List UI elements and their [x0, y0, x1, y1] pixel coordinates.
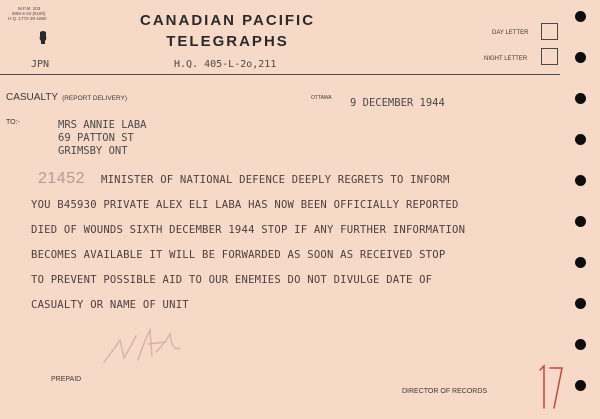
file-reference: H.Q. 405-L-2o,211 [174, 59, 277, 70]
night-letter-checkbox[interactable] [541, 48, 558, 65]
perforation-hole [575, 11, 586, 22]
perforation-hole [575, 380, 586, 391]
to-label: TO:- [6, 119, 20, 126]
day-letter-label: DAY LETTER [492, 30, 529, 36]
message-type [6, 92, 127, 103]
red-pencil-mark [534, 360, 566, 412]
crest-icon [38, 30, 48, 44]
tractor-feed-holes [573, 0, 593, 419]
perforation-hole [575, 134, 586, 145]
perforation-hole [575, 257, 586, 268]
signatory-label: DIRECTOR OF RECORDS [402, 388, 488, 395]
message-type-label: CASUALTY [6, 92, 59, 103]
body-line: CASUALTY OR NAME OF UNIT [31, 299, 189, 311]
body-line: TO PREVENT POSSIBLE AID TO OUR ENEMIES DO NOT DIVULGE DATE OF [31, 274, 433, 286]
company-subtitle: TELEGRAPHS [166, 33, 289, 50]
message-type-note: (REPORT DELIVERY) [62, 95, 128, 102]
form-code-line: M.F.M. 203 [18, 6, 41, 11]
message-number: 21452 [38, 170, 85, 187]
recipient-street: 69 PATTON ST [58, 132, 134, 144]
perforation-hole [575, 175, 586, 186]
perforation-hole [575, 52, 586, 63]
recipient-name: MRS ANNIE LABA [58, 119, 147, 131]
form-code-line: 50M-4-44 (6180) [12, 11, 46, 16]
perforation-hole [575, 339, 586, 350]
place-label: OTTAWA [311, 95, 332, 101]
form-codes [8, 6, 47, 21]
body-line: YOU B45930 PRIVATE ALEX ELI LABA HAS NOW BEEN OFFICIALLY REPORTED [31, 199, 459, 211]
body-line: MINISTER OF NATIONAL DEFENCE DEEPLY REGRETS TO INFORM [101, 174, 450, 186]
message-date: 9 DECEMBER 1944 [350, 97, 445, 109]
body-line: BECOMES AVAILABLE IT WILL BE FORWARDED AS SOON AS RECEIVED STOP [31, 249, 446, 261]
perforation-hole [575, 93, 586, 104]
prepaid-label: PREPAID [51, 376, 82, 383]
recipient-city: GRIMSBY ONT [58, 145, 128, 157]
handwritten-signature [100, 322, 200, 368]
perforation-hole [575, 298, 586, 309]
night-letter-label: NIGHT LETTER [484, 56, 528, 62]
company-name [140, 10, 315, 52]
form-code-line: H.Q. 1772-39-1890 [8, 16, 47, 21]
office-code: JPN [31, 59, 50, 70]
header-divider [0, 74, 560, 75]
perforation-hole [575, 216, 586, 227]
company-title: CANADIAN PACIFIC [140, 12, 316, 29]
body-line: DIED OF WOUNDS SIXTH DECEMBER 1944 STOP IF ANY FURTHER INFORMATION [31, 224, 466, 236]
day-letter-checkbox[interactable] [541, 23, 558, 40]
